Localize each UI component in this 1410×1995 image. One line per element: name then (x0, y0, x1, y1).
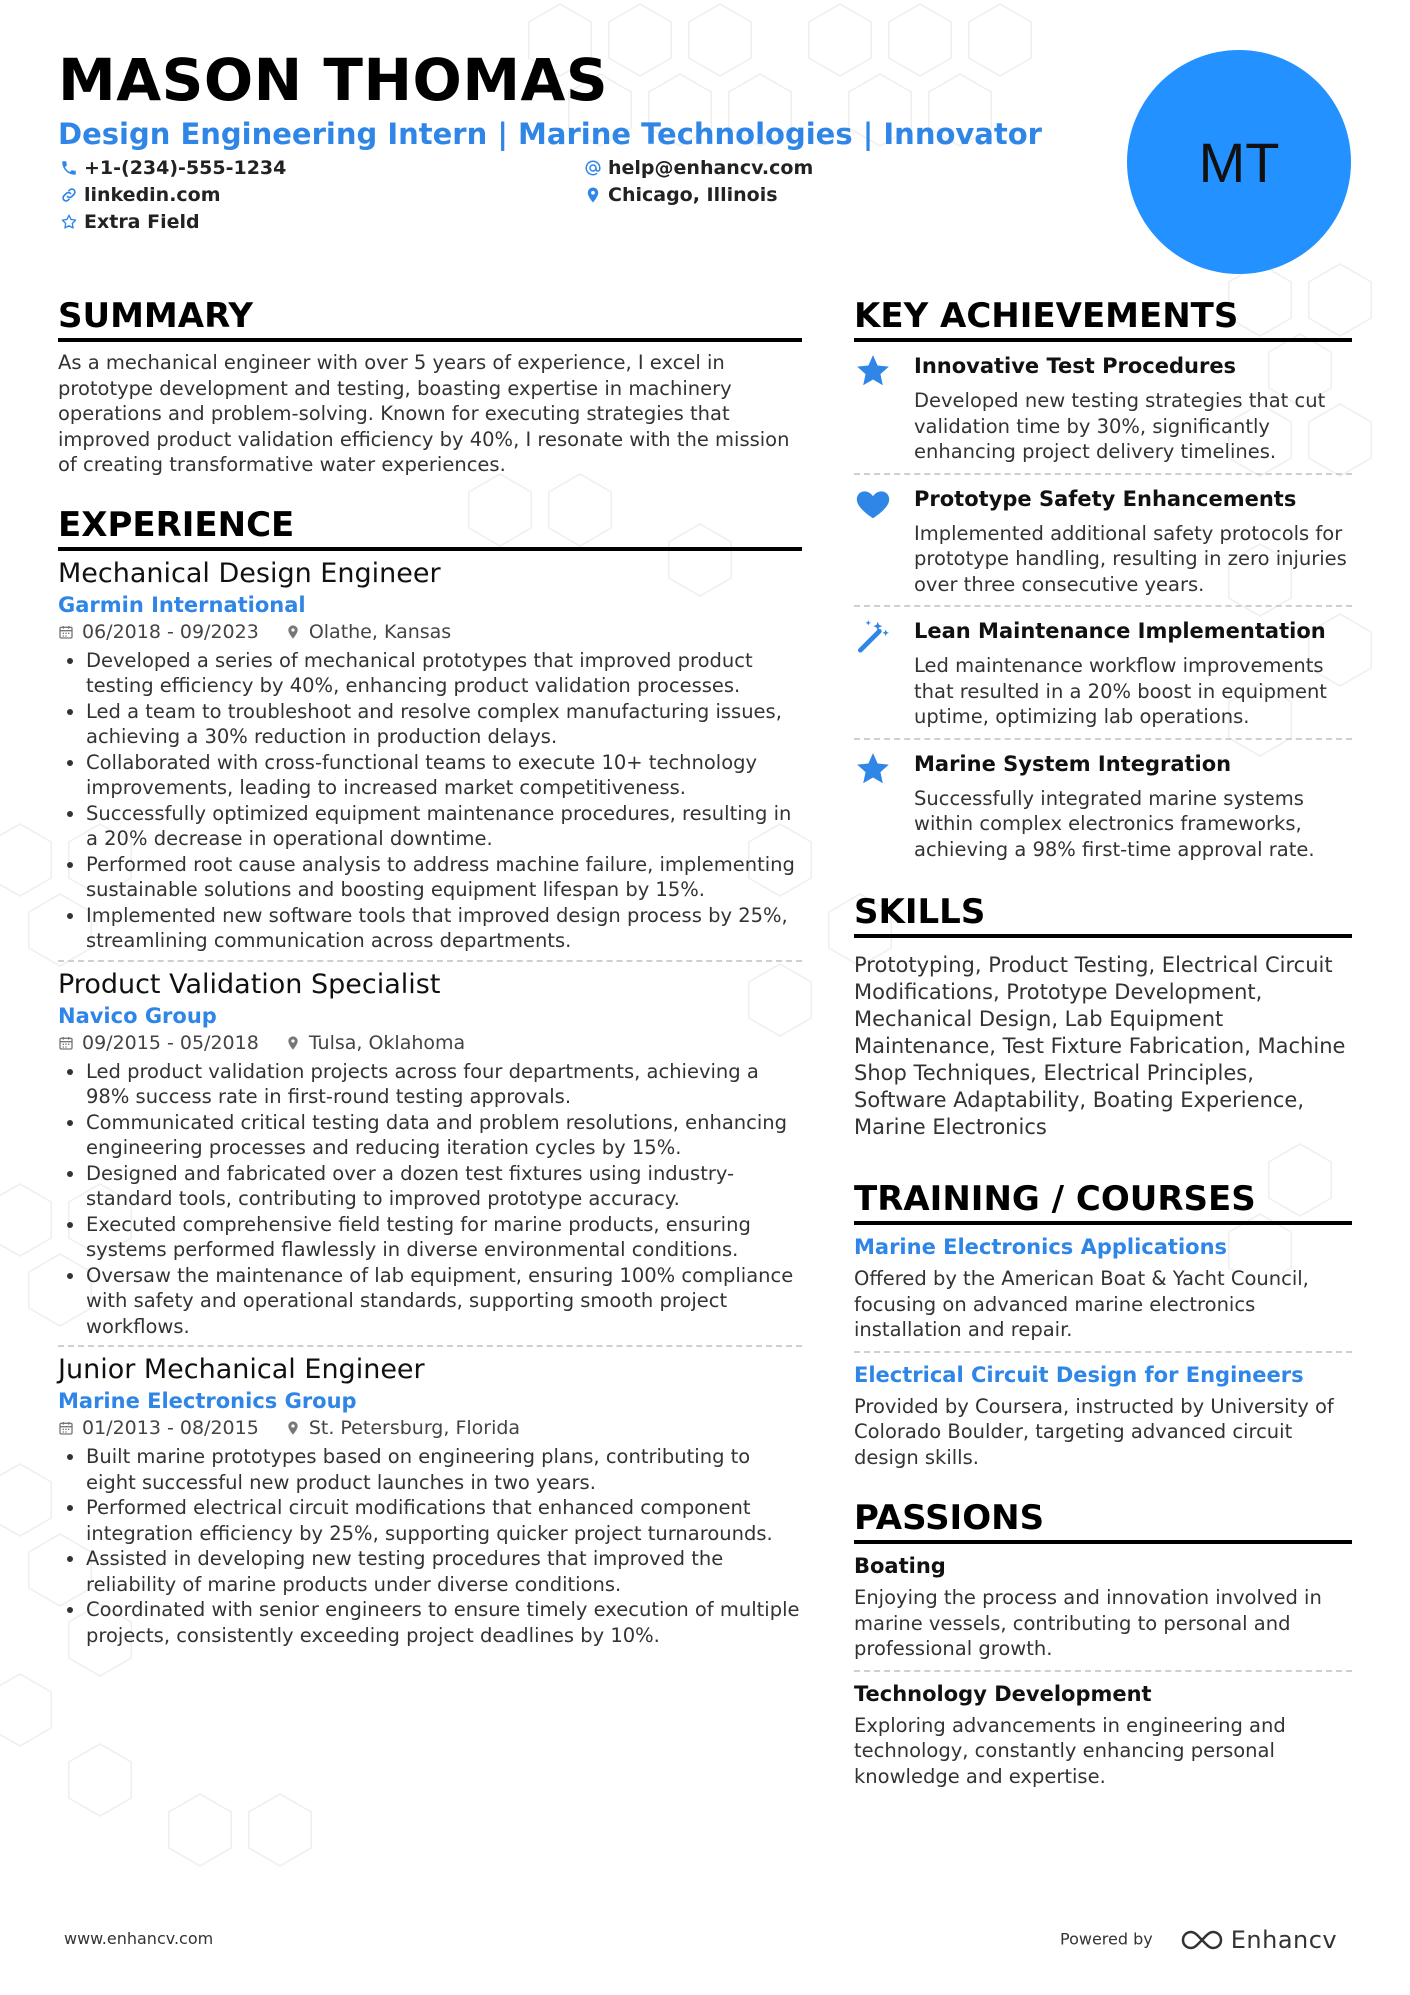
magic-wand-icon (854, 617, 892, 655)
job-bullets (58, 1444, 802, 1648)
achievement-item (854, 617, 1352, 730)
skills-section (854, 892, 1352, 1141)
passions-section (854, 1498, 1352, 1789)
candidate-headline: Design Engineering Intern | Marine Technologies | Innovator (58, 117, 1042, 151)
entry-divider (854, 738, 1352, 740)
passion-title: Boating (854, 1554, 946, 1578)
job-title: Junior Mechanical Engineer (58, 1354, 425, 1385)
bullet-item: • Coordinated with senior engineers to ensure timely execution of multiple projects, consistently exceeding project deadlines by 10%. (86, 1597, 802, 1648)
at-sign-icon (584, 159, 602, 177)
experience-entry (58, 557, 802, 954)
achievements-heading: KEY ACHIEVEMENTS (854, 296, 1352, 342)
job-location: St. Petersburg, Florida (308, 1417, 521, 1439)
job-bullets (58, 648, 802, 954)
bullet-item: • Assisted in developing new testing procedures that improved the reliability of marine products under diverse conditions. (86, 1546, 802, 1597)
achievement-title: Lean Maintenance Implementation (914, 619, 1326, 643)
bullet-item: • Communicated critical testing data and problem resolutions, enhancing engineering processes and reducing iteration cycles by 15%. (86, 1110, 802, 1161)
avatar-initials: MT (1198, 130, 1280, 194)
location-pin-icon (285, 1035, 301, 1051)
star-outline-icon (60, 213, 78, 231)
job-location: Tulsa, Oklahoma (308, 1031, 466, 1054)
company-name: Garmin International (58, 592, 306, 617)
achievement-desc: Led maintenance workflow improvements that resulted in a 20% boost in equipment uptime, optimizing lab operations. (914, 654, 1327, 728)
course-desc: Provided by Coursera, instructed by University of Colorado Boulder, targeting advanced circuit design skills. (854, 1394, 1334, 1469)
contact-email[interactable] (584, 156, 813, 180)
skills-text: Prototyping, Product Testing, Electrical Circuit Modifications, Prototype Development, Mechanical Design, Lab Equipment Maintenance, Test Fixture Fabrication, Machine Shop Techniques, Electrical Principles, Software Adaptability, Boating Experience, Marine Electronics (854, 953, 1346, 1139)
achievement-desc: Implemented additional safety protocols for prototype handling, resulting in zero injuries over three consecutive years. (914, 521, 1347, 596)
bullet-item: • Developed a series of mechanical prototypes that improved product testing efficiency by 40%, enhancing product validation processes. (86, 648, 802, 699)
experience-entry (58, 1353, 802, 1648)
location-pin-icon (285, 624, 301, 640)
job-dates: 09/2015 - 05/2018 (82, 1031, 259, 1054)
job-bullets (58, 1059, 802, 1340)
achievement-title: Innovative Test Procedures (914, 354, 1237, 378)
passion-title: Technology Development (854, 1681, 1152, 1706)
job-location: Olathe, Kansas (308, 620, 452, 643)
entry-divider (854, 473, 1352, 475)
location-text: Chicago, Illinois (608, 184, 778, 206)
star-icon (854, 750, 892, 788)
experience-entry (58, 968, 802, 1340)
achievement-item (854, 485, 1352, 598)
summary-heading: SUMMARY (58, 296, 802, 342)
link-icon (60, 186, 78, 204)
experience-heading: EXPERIENCE (58, 505, 802, 551)
brand-name: Enhancv (1230, 1926, 1338, 1954)
summary-text: As a mechanical engineer with over 5 years of experience, I excel in prototype development and testing, boasting expertise in machinery operations and problem-solving. Known for executing strategies that improved product validation efficiency by 40%, I resonate with the mission of creating transformative water experiences. (58, 351, 790, 476)
email-text: help@enhancv.com (608, 157, 814, 179)
bullet-item: • Executed comprehensive field testing for marine products, ensuring systems performed flawlessly in diverse environmental conditions. (86, 1212, 802, 1263)
extra-field-text: Extra Field (84, 211, 200, 233)
bullet-item: • Designed and fabricated over a dozen test fixtures using industry-standard tools, contributing to improved prototype accuracy. (86, 1161, 802, 1212)
entry-divider (58, 960, 802, 962)
job-dates: 06/2018 - 09/2023 (82, 620, 259, 643)
job-title: Mechanical Design Engineer (58, 557, 441, 589)
calendar-icon (58, 1420, 74, 1436)
bullet-item: • Led a team to troubleshoot and resolve complex manufacturing issues, achieving a 30% reduction in production delays. (86, 699, 802, 750)
job-meta (58, 619, 802, 645)
course-title: Marine Electronics Applications (854, 1235, 1228, 1259)
achievement-desc: Developed new testing strategies that cut validation time by 30%, significantly enhancing project delivery timelines. (914, 389, 1326, 463)
achievements-section (854, 296, 1352, 862)
company-name: Navico Group (58, 1003, 217, 1028)
right-column (854, 296, 1352, 1789)
achievement-item (854, 352, 1352, 465)
calendar-icon (58, 624, 74, 640)
bullet-item: • Collaborated with cross-functional teams to execute 10+ technology improvements, leading to increased market competitiveness. (86, 750, 802, 801)
contact-linkedin[interactable] (60, 183, 221, 207)
passion-item (854, 1680, 1352, 1790)
summary-section (58, 296, 802, 478)
footer-branding[interactable] (1060, 1926, 1337, 1954)
job-meta (58, 1415, 802, 1441)
bullet-item: • Implemented new software tools that improved design process by 25%, streamlining communication across departments. (86, 903, 802, 954)
achievement-title: Marine System Integration (914, 751, 1232, 776)
experience-section (58, 505, 802, 1649)
training-section (854, 1179, 1352, 1470)
achievement-desc: Successfully integrated marine systems within complex electronics frameworks, achieving a 98% first-time approval rate. (914, 786, 1315, 861)
passion-item (854, 1552, 1352, 1662)
bullet-item: • Performed root cause analysis to address machine failure, implementing sustainable solutions and boosting equipment lifespan by 15%. (86, 852, 802, 903)
avatar (1127, 50, 1351, 274)
star-icon (854, 352, 892, 390)
contact-extra-field (60, 210, 200, 234)
location-pin-icon (285, 1420, 301, 1436)
passions-heading: PASSIONS (854, 1498, 1352, 1544)
course-title: Electrical Circuit Design for Engineers (854, 1362, 1304, 1387)
phone-icon (60, 159, 78, 177)
course-item (854, 1233, 1352, 1343)
phone-text: +1-(234)-555-1234 (84, 157, 287, 179)
job-title: Product Validation Specialist (58, 968, 441, 1000)
bullet-item: • Built marine prototypes based on engineering plans, contributing to eight successful new product launches in two years. (86, 1444, 802, 1495)
linkedin-text: linkedin.com (84, 184, 221, 206)
heart-icon (854, 485, 892, 523)
company-name: Marine Electronics Group (58, 1389, 357, 1413)
location-pin-icon (584, 186, 602, 204)
course-desc: Offered by the American Boat & Yacht Council, focusing on advanced marine electronics installation and repair. (854, 1267, 1309, 1341)
job-dates: 01/2013 - 08/2015 (82, 1417, 259, 1439)
bullet-item: • Successfully optimized equipment maintenance procedures, resulting in a 20% decrease in operational downtime. (86, 801, 802, 852)
enhancv-logo-icon (1179, 1927, 1225, 1953)
entry-divider (854, 605, 1352, 607)
bullet-item: • Performed electrical circuit modifications that enhanced component integration efficiency by 25%, supporting quicker project turnarounds. (86, 1495, 802, 1546)
bullet-item: • Led product validation projects across four departments, achieving a 98% success rate in first-round testing approvals. (86, 1059, 802, 1110)
powered-by-label: Powered by (1060, 1929, 1153, 1949)
candidate-name: MASON THOMAS (58, 46, 609, 114)
job-meta (58, 1030, 802, 1056)
passion-desc: Exploring advancements in engineering and technology, constantly enhancing personal knowledge and expertise. (854, 1713, 1286, 1788)
entry-divider (58, 1345, 802, 1347)
passion-desc: Enjoying the process and innovation involved in marine vessels, contributing to personal and professional growth. (854, 1586, 1322, 1660)
footer-website[interactable]: www.enhancv.com (64, 1929, 214, 1948)
achievement-title: Prototype Safety Enhancements (914, 486, 1297, 511)
entry-divider (854, 1351, 1352, 1353)
course-item (854, 1361, 1352, 1471)
achievement-item (854, 750, 1352, 863)
calendar-icon (58, 1035, 74, 1051)
entry-divider (854, 1670, 1352, 1672)
contact-phone[interactable] (60, 156, 286, 180)
skills-heading: SKILLS (854, 892, 1352, 938)
bullet-item: • Oversaw the maintenance of lab equipment, ensuring 100% compliance with safety and operational standards, supporting smooth project workflows. (86, 1263, 802, 1340)
training-heading: TRAINING / COURSES (854, 1179, 1352, 1225)
contact-location (584, 183, 778, 207)
left-column (58, 296, 802, 1648)
